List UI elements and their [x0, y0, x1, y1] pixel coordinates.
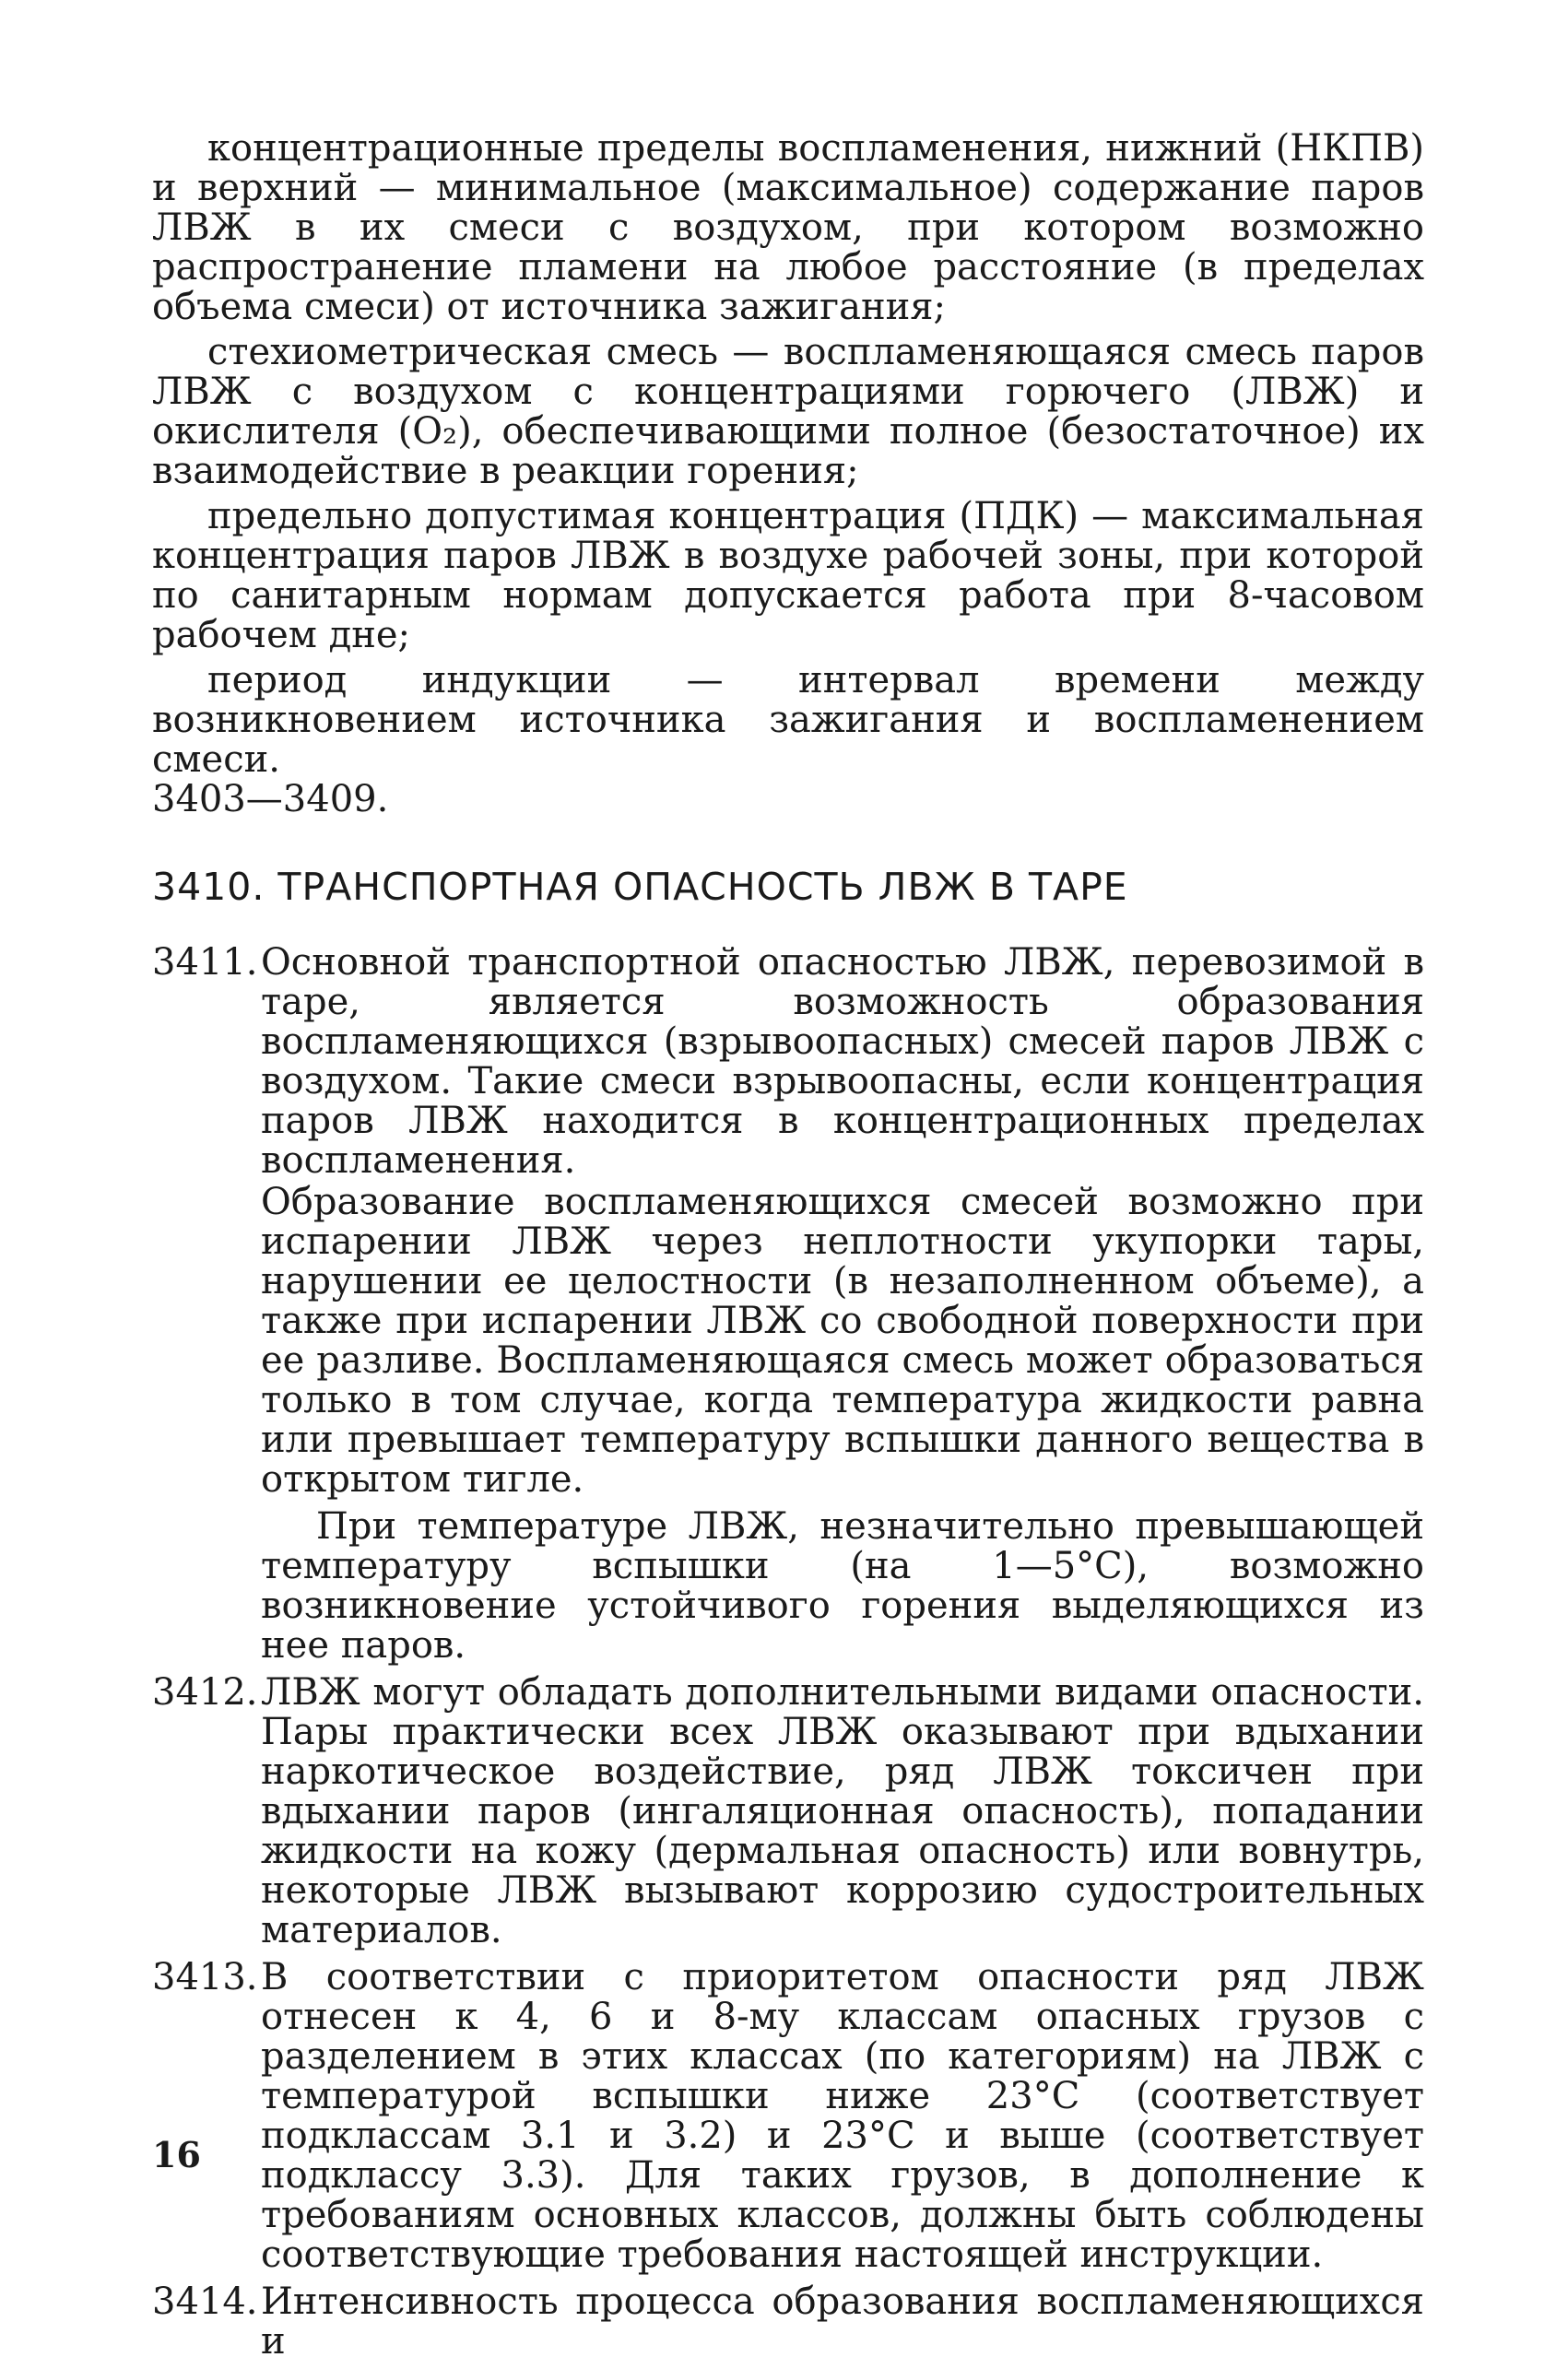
page-content: [152, 129, 1424, 2369]
definition-paragraph: стехиометрическая смесь — воспламеняющаяся смесь паров ЛВЖ с воздухом с концентрациями горючего (ЛВЖ) и окислителя (O₂), обеспечивающими полное (безостаточное) их взаимодействие в реакции горения;: [152, 331, 1424, 492]
item-paragraph: Основной транспортной опасностью ЛВЖ, перевозимой в таре, является возможность образования воспламеняющихся (взрывоопасных) смесей паров ЛВЖ с воздухом. Такие смеси взрывоопасны, если концентрация паров ЛВЖ находится в концентрационных пределах воспламенения.: [261, 941, 1424, 1182]
page-number: 16: [152, 2134, 201, 2175]
definition-paragraph: предельно допустимая концентрация (ПДК) — максимальная концентрация паров ЛВЖ в воздухе рабочей зоны, при которой по санитарным нормам допускается работа при 8-часовом рабочем дне;: [152, 495, 1424, 656]
numbered-item: [152, 943, 1424, 1666]
definition-paragraph: концентрационные пределы воспламенения, нижний (НКПВ) и верхний — минимальное (максимальное) содержание паров ЛВЖ в их смеси с воздухом, при котором возможно распространение пламени на любое расстояние (в пределах объема смеси) от источника зажигания;: [152, 127, 1424, 328]
item-number: 3413.: [152, 1956, 258, 1998]
numbered-item: [152, 1673, 1424, 1951]
section-heading: [152, 866, 1424, 908]
item-body: [261, 1673, 1424, 1951]
item-body: [261, 2282, 1424, 2362]
item-paragraph: В соответствии с приоритетом опасности ряд ЛВЖ отнесен к 4, 6 и 8-му классам опасных грузов с разделением в этих классах (по категориям) на ЛВЖ с температурой вспышки ниже 23°С (соответствует подклассам 3.1 и 3.2) и 23°С и выше (соответствует подклассу 3.3). Для таких грузов, в дополнение к требованиям основных классов, должны быть соблюдены соответствующие требования настоящей инструкции.: [261, 1956, 1424, 2276]
definition-paragraph: период индукции — интервал времени между возникновением источника зажигания и воспламенением смеси.: [152, 659, 1424, 781]
range-reference: 3403—3409.: [152, 778, 389, 820]
section-title: ТРАНСПОРТНАЯ ОПАСНОСТЬ ЛВЖ В ТАРЕ: [277, 865, 1128, 909]
item-number: 3411.: [152, 941, 258, 984]
item-paragraph: Интенсивность процесса образования воспламеняющихся и: [261, 2281, 1424, 2363]
item-number: 3412.: [152, 1671, 258, 1714]
item-paragraph: Образование воспламеняющихся смесей возможно при испарении ЛВЖ через неплотности укупорки тары, нарушении ее целостности (в незаполненном объеме), а также при испарении ЛВЖ со свободной поверхности при ее разливе. Воспламеняющаяся смесь может образоваться только в том случае, когда температура жидкости равна или превышает температуру вспышки данного вещества в открытом тигле.: [261, 1181, 1424, 1501]
numbered-item: [152, 1958, 1424, 2275]
item-paragraph: При температуре ЛВЖ, незначительно превышающей температуру вспышки (на 1—5°С), возможно возникновение устойчивого горения выделяющихся из нее паров.: [261, 1505, 1424, 1667]
item-body: [261, 1958, 1424, 2275]
item-paragraph: ЛВЖ могут обладать дополнительными видами опасности. Пары практически всех ЛВЖ оказывают при вдыхании наркотическое воздействие, ряд ЛВЖ токсичен при вдыхании паров (ингаляционная опасность), попадании жидкости на кожу (дермальная опасность) или вовнутрь, некоторые ЛВЖ вызывают коррозию судостроительных материалов.: [261, 1671, 1424, 1951]
item-number: 3414.: [152, 2281, 258, 2323]
item-body: [261, 943, 1424, 1666]
numbered-item: [152, 2282, 1424, 2362]
section-number: 3410.: [152, 865, 265, 909]
